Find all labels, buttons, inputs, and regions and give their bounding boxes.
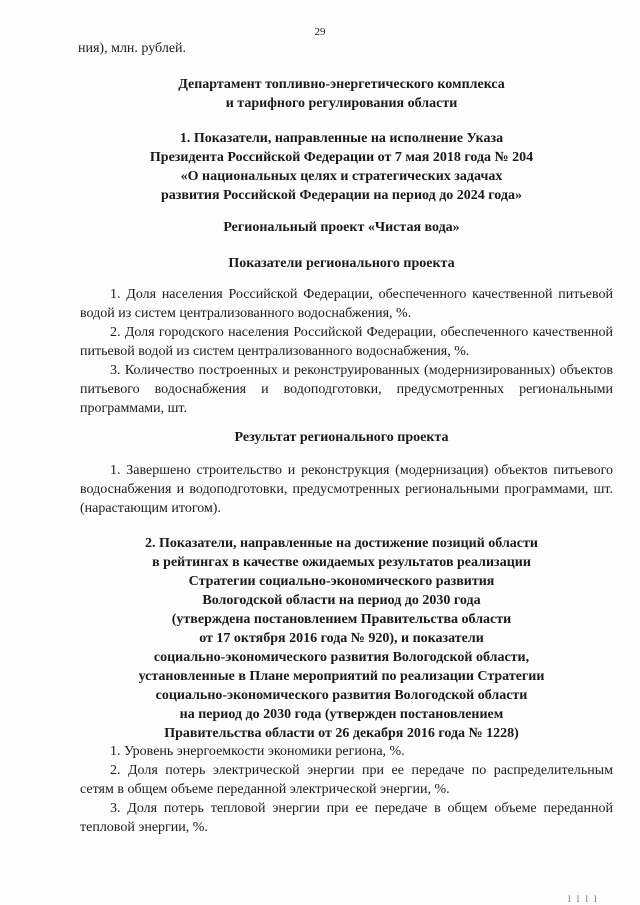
- section2-list: [80, 742, 613, 837]
- indicators-list: [80, 285, 613, 418]
- scan-mark: l l l l: [568, 894, 599, 904]
- heading-line: 2. Показатели, направленные на достижение позиций области: [145, 536, 538, 551]
- indicator-item: 1. Доля населения Российской Федерации, обеспеченного качественной питьевой водой из систем централизованного водоснабжения, %.: [80, 287, 613, 321]
- section2-heading: [40, 534, 640, 743]
- heading-line: установленные в Плане мероприятий по реализации Стратегии: [138, 669, 545, 684]
- section2-item: 3. Доля потерь тепловой энергии при ее передаче в общем объеме переданной тепловой энергии, %.: [80, 801, 613, 835]
- regional-project-title: [40, 218, 640, 237]
- section1-heading: [40, 129, 640, 205]
- results-list: [80, 461, 613, 518]
- heading-line: Стратегии социально-экономического развития: [188, 574, 495, 589]
- heading-line: социально-экономического развития Вологодской области,: [153, 650, 530, 665]
- department-heading: [40, 75, 640, 113]
- section2-item: 2. Доля потерь электрической энергии при ее передаче по распределительным сетям в общем объеме переданной электрической энергии, %.: [80, 763, 613, 797]
- heading-line: Вологодской области на период до 2030 года: [202, 593, 481, 608]
- heading-line: 1. Показатели, направленные на исполнение Указа: [179, 131, 504, 146]
- heading-line: от 17 октября 2016 года № 920), и показатели: [199, 631, 484, 646]
- section2-item: 1. Уровень энергоемкости экономики региона, %.: [110, 744, 405, 759]
- heading-line: развития Российской Федерации на период до 2024 года»: [161, 188, 522, 203]
- heading-line: социально-экономического развития Вологодской области: [155, 688, 528, 703]
- heading-line: Правительства области от 26 декабря 2016 года № 1228): [164, 726, 519, 741]
- page-number: 29: [314, 26, 326, 38]
- heading-line: «О национальных целях и стратегических задачах: [180, 169, 503, 184]
- heading-line: Результат регионального проекта: [234, 430, 449, 445]
- heading-line: Региональный проект «Чистая вода»: [223, 220, 460, 235]
- result-heading: [40, 428, 640, 447]
- heading-line: в рейтингах в качестве ожидаемых результатов реализации: [152, 555, 531, 570]
- heading-line: Департамент топливно-энергетического комплекса: [178, 77, 505, 92]
- indicator-item: 3. Количество построенных и реконструированных (модернизированных) объектов питьевого водоснабжения и водоподготовки, предусмотренных региональными программами, шт.: [80, 363, 613, 416]
- heading-line: Президента Российской Федерации от 7 мая 2018 года № 204: [149, 150, 534, 165]
- heading-line: на период до 2030 года (утвержден постановлением: [179, 707, 504, 722]
- heading-line: Показатели регионального проекта: [228, 256, 455, 271]
- heading-line: (утверждена постановлением Правительства области: [171, 612, 512, 627]
- indicator-item: 2. Доля городского населения Российской Федерации, обеспеченного качественной питьевой водой из систем централизованного водоснабжения, %.: [80, 325, 613, 359]
- indicators-heading: [40, 254, 640, 273]
- lead-in-text: ния), млн. рублей.: [78, 41, 187, 56]
- heading-line: и тарифного регулирования области: [225, 96, 458, 111]
- result-item: 1. Завершено строительство и реконструкция (модернизация) объектов питьевого водоснабжения и водоподготовки, предусмотренных региональными программами, шт. (нарастающим итогом).: [80, 463, 613, 516]
